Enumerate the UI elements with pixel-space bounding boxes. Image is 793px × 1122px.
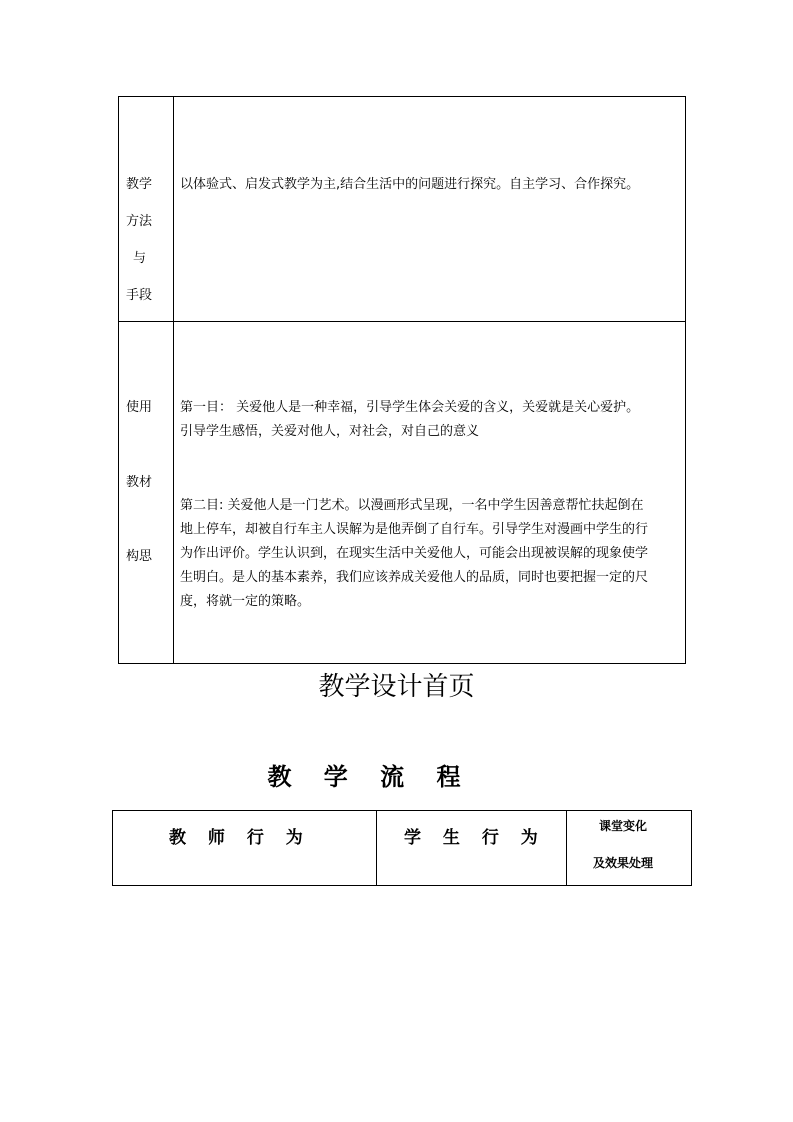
material-paragraph-1-line2: 引导学生感悟，关爱对他人，对社会，对自己的意义 [180, 424, 480, 439]
row-divider [119, 321, 685, 322]
material-paragraph-2-line4: 生明白。是人的基本素养，我们应该养成关爱他人的品质，同时也要把握一定的尺 [180, 570, 649, 585]
row-label-method-line4: 手段 [126, 288, 153, 303]
material-paragraph-2-line5: 度，将就一定的策略。 [180, 594, 311, 609]
page-title: 教学设计首页 [318, 672, 475, 702]
column-divider [173, 97, 174, 663]
row-label-method-line2: 方法 [126, 214, 153, 229]
row-label-material-line2: 教材 [126, 475, 153, 490]
material-paragraph-2-line3: 为作出评价。学生认识到，在现实生活中关爱他人，可能会出现被误解的现象使学 [180, 546, 649, 561]
material-paragraph-1-line1: 第一目： 关爱他人是一种幸福，引导学生体会关爱的含义，关爱就是关心爱护。 [180, 400, 640, 415]
teacher-action-header: 教 师 行 为 [169, 828, 311, 848]
teaching-method-content: 以体验式、启发式教学为主,结合生活中的问题进行探究。自主学习、合作探究。 [180, 177, 640, 192]
column-divider [566, 811, 567, 885]
teaching-info-table [118, 96, 686, 664]
row-label-material-line3: 构思 [126, 549, 153, 564]
material-paragraph-2-line2: 地上停车，却被自行车主人误解为是他弄倒了自行车。引导学生对漫画中学生的行 [180, 522, 649, 537]
row-label-method-line1: 教学 [126, 177, 153, 192]
column-divider [376, 811, 377, 885]
row-label-material-line1: 使用 [126, 400, 153, 415]
class-change-header-line2: 及效果处理 [593, 856, 654, 870]
student-action-header: 学 生 行 为 [404, 828, 546, 848]
row-label-method-line3: 与 [133, 251, 147, 266]
section-title: 教 学 流 程 [267, 762, 473, 791]
material-paragraph-2-line1: 第二目: 关爱他人是一门艺术。以漫画形式呈现，一名中学生因善意帮忙扶起倒在 [180, 498, 644, 513]
teaching-flow-table [112, 810, 692, 886]
class-change-header-line1: 课堂变化 [599, 819, 648, 833]
